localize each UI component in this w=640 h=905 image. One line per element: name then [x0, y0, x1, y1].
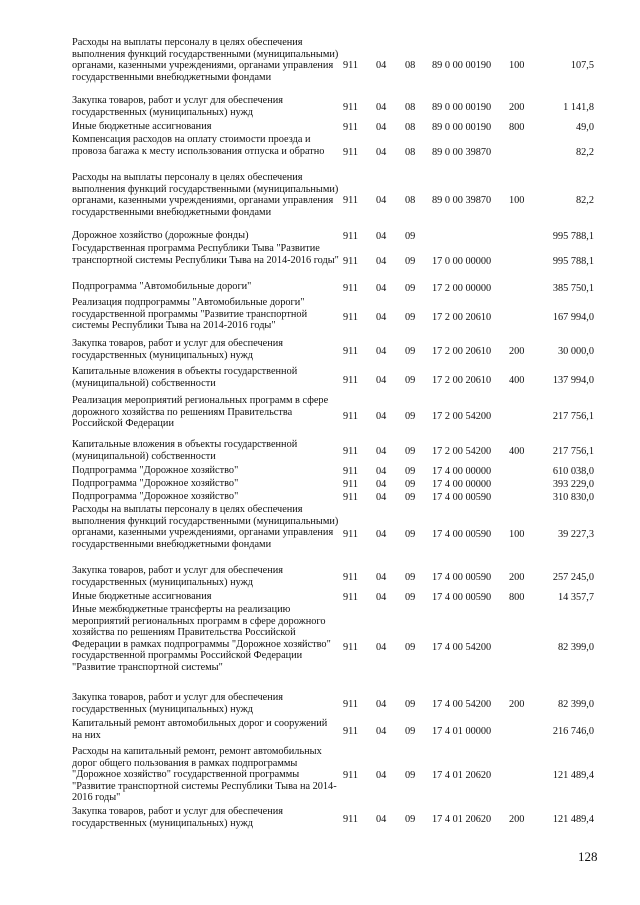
row-target-article-code: 17 2 00 20610: [432, 346, 492, 358]
row-ministry-code: 911: [343, 591, 359, 603]
row-target-article-code: 17 4 00 54200: [432, 642, 492, 654]
row-section-code: 04: [376, 230, 387, 242]
row-amount: 82,2: [575, 195, 594, 207]
row-target-article-code: 17 4 01 00000: [432, 726, 492, 738]
row-target-article-code: 17 4 00 00000: [432, 465, 492, 477]
table-row: [72, 230, 594, 243]
row-subsection-code: 09: [405, 346, 416, 358]
row-target-article-code: 17 4 00 00590: [432, 491, 492, 503]
row-subsection-code: 09: [405, 230, 416, 242]
row-ministry-code: 911: [343, 465, 359, 477]
row-section-code: 04: [376, 60, 387, 72]
row-name: Закупка товаров, работ и услуг для обеспечения государственных (муниципальных) нужд: [72, 565, 283, 588]
row-amount: 995 788,1: [552, 230, 594, 242]
row-ministry-code: 911: [343, 102, 359, 114]
row-ministry-code: 911: [343, 411, 359, 423]
row-subsection-code: 09: [405, 491, 416, 503]
row-subsection-code: 09: [405, 591, 416, 603]
row-target-article-code: 17 2 00 54200: [432, 446, 492, 458]
row-amount: 217 756,1: [552, 411, 594, 423]
row-expense-type-code: 200: [509, 102, 525, 114]
row-expense-type-code: [509, 718, 542, 746]
row-ministry-code: 911: [343, 283, 359, 295]
page-number: 128: [578, 849, 598, 864]
row-section-code: 04: [376, 147, 387, 159]
table-row: [72, 134, 594, 172]
row-section-code: 04: [376, 726, 387, 738]
table-row: [72, 439, 594, 465]
row-section-code: 04: [376, 446, 387, 458]
row-section-code: 04: [376, 591, 387, 603]
row-ministry-code: 911: [343, 770, 359, 782]
row-subsection-code: 09: [405, 770, 416, 782]
row-expense-type-code: [509, 746, 542, 806]
row-name: Расходы на выплаты персоналу в целях обеспечения выполнения функций государственными (муниципальными) органами, казенными учреждениями, органами управления государственными внебюджетными фондами: [72, 37, 339, 83]
row-expense-type-code: [509, 281, 542, 297]
row-subsection-code: 09: [405, 642, 416, 654]
row-target-article-code: [432, 230, 509, 243]
table-row: [72, 718, 594, 746]
row-name: Государственная программа Республики Тыва "Развитие транспортной системы Республики Тыва на 2014-2016 годы": [72, 243, 339, 266]
row-target-article-code: 17 2 00 00000: [432, 283, 492, 295]
row-expense-type-code: [509, 297, 542, 338]
table-row: [72, 121, 594, 134]
row-expense-type-code: [509, 395, 542, 439]
row-subsection-code: 09: [405, 726, 416, 738]
row-name: Реализация мероприятий региональных программ в сфере дорожного хозяйства по решениям Правительства Российской Федерации: [72, 395, 329, 430]
row-subsection-code: 09: [405, 446, 416, 458]
row-name: Подпрограмма "Автомобильные дороги": [72, 281, 252, 292]
row-target-article-code: 17 4 01 20620: [432, 770, 492, 782]
row-subsection-code: 09: [405, 311, 416, 323]
row-name: Закупка товаров, работ и услуг для обеспечения государственных (муниципальных) нужд: [72, 692, 283, 715]
row-section-code: 04: [376, 411, 387, 423]
row-section-code: 04: [376, 102, 387, 114]
row-ministry-code: 911: [343, 346, 359, 358]
table-row: [72, 465, 594, 478]
row-expense-type-code: 400: [509, 446, 525, 458]
row-ministry-code: 911: [343, 195, 359, 207]
row-amount: 310 830,0: [552, 491, 594, 503]
row-ministry-code: 911: [343, 813, 359, 825]
row-name: Капитальные вложения в объекты государственной (муниципальной) собственности: [72, 366, 298, 389]
row-subsection-code: 08: [405, 195, 416, 207]
row-amount: 393 229,0: [552, 478, 594, 490]
row-ministry-code: 911: [343, 572, 359, 584]
row-ministry-code: 911: [343, 374, 359, 386]
row-expense-type-code: [509, 604, 542, 692]
row-target-article-code: 89 0 00 00190: [432, 102, 492, 114]
row-amount: 217 756,1: [552, 446, 594, 458]
row-target-article-code: 17 2 00 20610: [432, 374, 492, 386]
table-row: [72, 504, 594, 565]
table-row: [72, 338, 594, 366]
row-amount: 167 994,0: [552, 311, 594, 323]
table-row: [72, 806, 594, 833]
row-section-code: 04: [376, 465, 387, 477]
row-amount: 137 994,0: [552, 374, 594, 386]
row-ministry-code: 911: [343, 528, 359, 540]
row-target-article-code: 89 0 00 00190: [432, 121, 492, 133]
row-expense-type-code: 200: [509, 346, 525, 358]
row-name: Расходы на выплаты персоналу в целях обеспечения выполнения функций государственными (муниципальными) органами, казенными учреждениями, органами управления государственными внебюджетными фондами: [72, 172, 339, 218]
row-amount: 39 227,3: [557, 528, 594, 540]
row-target-article-code: 17 0 00 00000: [432, 256, 492, 268]
row-name: Иные межбюджетные трансферты на реализацию мероприятий региональных программ в сфере дорожного хозяйства по решениям Правительства Российской Федерации в рамках подпрограммы "Дорожное хозяйство" государственной программы Российской Федерации "Развитие транспортной системы": [72, 604, 331, 673]
row-expense-type-code: 100: [509, 60, 525, 72]
table-row: [72, 297, 594, 338]
table-row: [72, 281, 594, 297]
row-subsection-code: 08: [405, 147, 416, 159]
table-row: [72, 95, 594, 121]
row-subsection-code: 09: [405, 374, 416, 386]
table-row: [72, 591, 594, 604]
row-target-article-code: 17 4 00 00590: [432, 528, 492, 540]
row-name: Иные бюджетные ассигнования: [72, 121, 212, 132]
row-name: Капитальный ремонт автомобильных дорог и сооружений на них: [72, 718, 328, 741]
row-name: Реализация подпрограммы "Автомобильные дороги" государственной программы "Развитие транспортной системы Республики Тыва на 2014-2016 годы": [72, 297, 308, 332]
row-name: Капитальные вложения в объекты государственной (муниципальной) собственности: [72, 439, 298, 462]
row-ministry-code: 911: [343, 311, 359, 323]
row-target-article-code: 17 4 00 00000: [432, 478, 492, 490]
row-amount: 1 141,8: [563, 102, 594, 114]
budget-table-body: [72, 37, 594, 833]
table-row: [72, 746, 594, 806]
row-section-code: 04: [376, 699, 387, 711]
row-section-code: 04: [376, 478, 387, 490]
row-expense-type-code: 800: [509, 121, 525, 133]
row-amount: 610 038,0: [552, 465, 594, 477]
row-name: Расходы на выплаты персоналу в целях обеспечения выполнения функций государственными (муниципальными) органами, казенными учреждениями, органами управления государственными внебюджетными фондами: [72, 504, 339, 550]
table-row: [72, 604, 594, 692]
row-name: Дорожное хозяйство (дорожные фонды): [72, 230, 249, 241]
row-amount: 121 489,4: [552, 770, 594, 782]
row-expense-type-code: [509, 230, 542, 243]
row-target-article-code: 17 4 00 00590: [432, 591, 492, 603]
row-name: Иные бюджетные ассигнования: [72, 591, 212, 602]
table-row: [72, 243, 594, 281]
row-section-code: 04: [376, 572, 387, 584]
row-amount: 107,5: [570, 60, 594, 72]
row-name: Подпрограмма "Дорожное хозяйство": [72, 491, 239, 502]
row-subsection-code: 09: [405, 813, 416, 825]
row-section-code: 04: [376, 491, 387, 503]
row-ministry-code: 911: [343, 256, 359, 268]
row-expense-type-code: 200: [509, 813, 525, 825]
row-target-article-code: 89 0 00 00190: [432, 60, 492, 72]
row-ministry-code: 911: [343, 121, 359, 133]
row-target-article-code: 17 2 00 20610: [432, 311, 492, 323]
row-expense-type-code: [509, 478, 542, 491]
row-subsection-code: 08: [405, 102, 416, 114]
row-ministry-code: 911: [343, 699, 359, 711]
row-name: Компенсация расходов на оплату стоимости проезда и провоза багажа к месту использования отпуска и обратно: [72, 134, 325, 157]
row-section-code: 04: [376, 311, 387, 323]
row-ministry-code: 911: [343, 478, 359, 490]
row-subsection-code: 09: [405, 528, 416, 540]
row-name: Расходы на капитальный ремонт, ремонт автомобильных дорог общего пользования в рамках подпрограммы "Дорожное хозяйство" государственной программы "Развитие транспортной системы Республики Тыва на 2014-2016 годы": [72, 746, 337, 804]
row-expense-type-code: 200: [509, 572, 525, 584]
row-target-article-code: 17 4 00 54200: [432, 699, 492, 711]
row-subsection-code: 09: [405, 478, 416, 490]
row-target-article-code: 17 2 00 54200: [432, 411, 492, 423]
row-ministry-code: 911: [343, 60, 359, 72]
row-subsection-code: 08: [405, 121, 416, 133]
table-row: [72, 491, 594, 504]
row-amount: 30 000,0: [557, 346, 594, 358]
table-row: [72, 565, 594, 591]
row-section-code: 04: [376, 813, 387, 825]
row-expense-type-code: [509, 134, 542, 172]
row-ministry-code: 911: [343, 726, 359, 738]
row-section-code: 04: [376, 642, 387, 654]
row-subsection-code: 08: [405, 60, 416, 72]
table-row: [72, 172, 594, 230]
table-row: [72, 478, 594, 491]
row-amount: 121 489,4: [552, 813, 594, 825]
row-expense-type-code: [509, 465, 542, 478]
row-name: Подпрограмма "Дорожное хозяйство": [72, 465, 239, 476]
row-amount: 385 750,1: [552, 283, 594, 295]
row-amount: 14 357,7: [557, 591, 594, 603]
row-target-article-code: 17 4 01 20620: [432, 813, 492, 825]
table-row: [72, 692, 594, 718]
row-amount: 49,0: [575, 121, 594, 133]
row-target-article-code: 17 4 00 00590: [432, 572, 492, 584]
row-name: Закупка товаров, работ и услуг для обеспечения государственных (муниципальных) нужд: [72, 338, 283, 361]
row-expense-type-code: 200: [509, 699, 525, 711]
row-amount: 82,2: [575, 147, 594, 159]
row-expense-type-code: 800: [509, 591, 525, 603]
row-subsection-code: 09: [405, 256, 416, 268]
row-amount: 82 399,0: [557, 699, 594, 711]
row-section-code: 04: [376, 346, 387, 358]
row-section-code: 04: [376, 121, 387, 133]
row-section-code: 04: [376, 374, 387, 386]
row-expense-type-code: 100: [509, 528, 525, 540]
row-ministry-code: 911: [343, 446, 359, 458]
row-name: Закупка товаров, работ и услуг для обеспечения государственных (муниципальных) нужд: [72, 806, 283, 829]
row-section-code: 04: [376, 770, 387, 782]
row-subsection-code: 09: [405, 465, 416, 477]
row-expense-type-code: 400: [509, 374, 525, 386]
row-expense-type-code: [509, 491, 542, 504]
row-subsection-code: 09: [405, 699, 416, 711]
row-section-code: 04: [376, 195, 387, 207]
row-ministry-code: 911: [343, 491, 359, 503]
row-ministry-code: 911: [343, 230, 359, 242]
row-subsection-code: 09: [405, 411, 416, 423]
row-subsection-code: 09: [405, 283, 416, 295]
table-row: [72, 366, 594, 395]
row-amount: 82 399,0: [557, 642, 594, 654]
row-subsection-code: 09: [405, 572, 416, 584]
row-target-article-code: 89 0 00 39870: [432, 195, 492, 207]
row-expense-type-code: 100: [509, 195, 525, 207]
row-amount: 995 788,1: [552, 256, 594, 268]
budget-table: [72, 37, 594, 833]
row-amount: 216 746,0: [552, 726, 594, 738]
row-target-article-code: 89 0 00 39870: [432, 147, 492, 159]
table-row: [72, 37, 594, 95]
row-section-code: 04: [376, 283, 387, 295]
row-section-code: 04: [376, 256, 387, 268]
row-ministry-code: 911: [343, 642, 359, 654]
row-expense-type-code: [509, 243, 542, 281]
row-name: Подпрограмма "Дорожное хозяйство": [72, 478, 239, 489]
table-row: [72, 395, 594, 439]
row-ministry-code: 911: [343, 147, 359, 159]
row-section-code: 04: [376, 528, 387, 540]
row-amount: 257 245,0: [552, 572, 594, 584]
row-name: Закупка товаров, работ и услуг для обеспечения государственных (муниципальных) нужд: [72, 95, 283, 118]
